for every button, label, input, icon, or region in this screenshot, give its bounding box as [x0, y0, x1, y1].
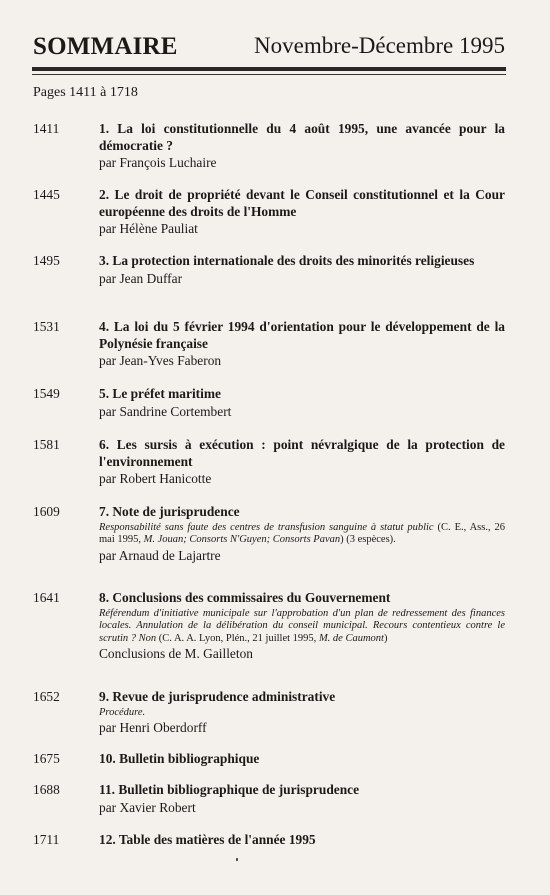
entry-note [99, 707, 505, 720]
entry-page-number: 1711 [33, 832, 60, 847]
entry-author: par Henri Oberdorff [99, 720, 207, 735]
entry-title: 3. La protection internationale des droits des minorités religieuses [99, 253, 475, 268]
entry-note [99, 608, 505, 646]
note-italic: Référendum d'initiative municipale sur l'approbation d'un plan de redressement des finances locales. Annulation de la délibération du conseil municipal. Recours contentieux contre le scrutin ? Non [99, 607, 505, 644]
entry-title: 11. Bulletin bibliographique de jurisprudence [99, 782, 360, 797]
header-rule-thick [32, 67, 506, 71]
header [33, 33, 505, 67]
entry-page-number: 1609 [33, 504, 60, 519]
note-italic: M. Jouan; Consorts N'Guyen; Consorts Pavan [143, 534, 341, 545]
pages-range: Pages 1411 à 1718 [33, 85, 138, 100]
entry-page-number: 1652 [33, 689, 60, 704]
entry-title: 7. Note de jurisprudence [99, 504, 240, 519]
note-italic: Responsabilité sans faute des centres de transfusion sanguine à statut public [99, 521, 434, 533]
note-italic: M. de Caumont [318, 632, 384, 644]
entry-author: par François Luchaire [99, 155, 217, 170]
entry-title: 6. Les sursis à exécution : point névralgique de la protection de l'environnement [99, 437, 505, 469]
entry-author: par Jean-Yves Faberon [99, 353, 222, 368]
entry-page-number: 1495 [33, 253, 60, 268]
entry-title: 9. Revue de jurisprudence administrative [99, 689, 336, 704]
entry-page-number: 1675 [33, 751, 60, 766]
entry-page-number: 1411 [33, 121, 60, 136]
note-text: ) (3 espèces). [340, 534, 396, 545]
note-text: ) [383, 632, 388, 644]
entry-title: 1. La loi constitutionnelle du 4 août 1995, une avancée pour la démocratie ? [99, 121, 505, 153]
note-italic: Procédure. [99, 706, 146, 718]
page-title: SOMMAIRE [33, 33, 178, 60]
entry-author: par Xavier Robert [99, 799, 196, 815]
entry-page-number: 1531 [33, 319, 60, 334]
note-text: (C. E., Ass., 26 mai 1995, [99, 521, 506, 545]
entry-author: par Sandrine Cortembert [99, 403, 232, 419]
entry-title: 12. Table des matières de l'année 1995 [99, 832, 316, 847]
entry-author: par Hélène Pauliat [99, 221, 198, 236]
entry-note [99, 522, 505, 547]
entry-title: 10. Bulletin bibliographique [99, 751, 260, 766]
entry-title: 8. Conclusions des commissaires du Gouvernement [99, 590, 391, 605]
entry-author: Conclusions de M. Gailleton [99, 646, 253, 661]
page-mark [236, 858, 238, 861]
entry-title: 5. Le préfet maritime [99, 386, 221, 401]
note-text: (C. A. A. Lyon, Plén., 21 juillet 1995, [156, 632, 319, 644]
entry-page-number: 1445 [33, 187, 60, 202]
entry-author: par Arnaud de Lajartre [99, 547, 221, 563]
entry-page-number: 1581 [33, 437, 60, 452]
entry-author: par Jean Duffar [99, 270, 183, 286]
issue-date: Novembre-Décembre 1995 [254, 33, 505, 58]
entry-page-number: 1641 [33, 590, 60, 605]
entry-page-number: 1688 [33, 782, 60, 797]
entry-author: par Robert Hanicotte [99, 471, 212, 486]
header-rule-thin [32, 74, 506, 75]
entry-title: 2. Le droit de propriété devant le Conseil constitutionnel et la Cour européenne des droits de l'Homme [99, 187, 505, 219]
entry-title: 4. La loi du 5 février 1994 d'orientation pour le développement de la Polynésie française [99, 319, 505, 351]
entry-page-number: 1549 [33, 386, 60, 401]
